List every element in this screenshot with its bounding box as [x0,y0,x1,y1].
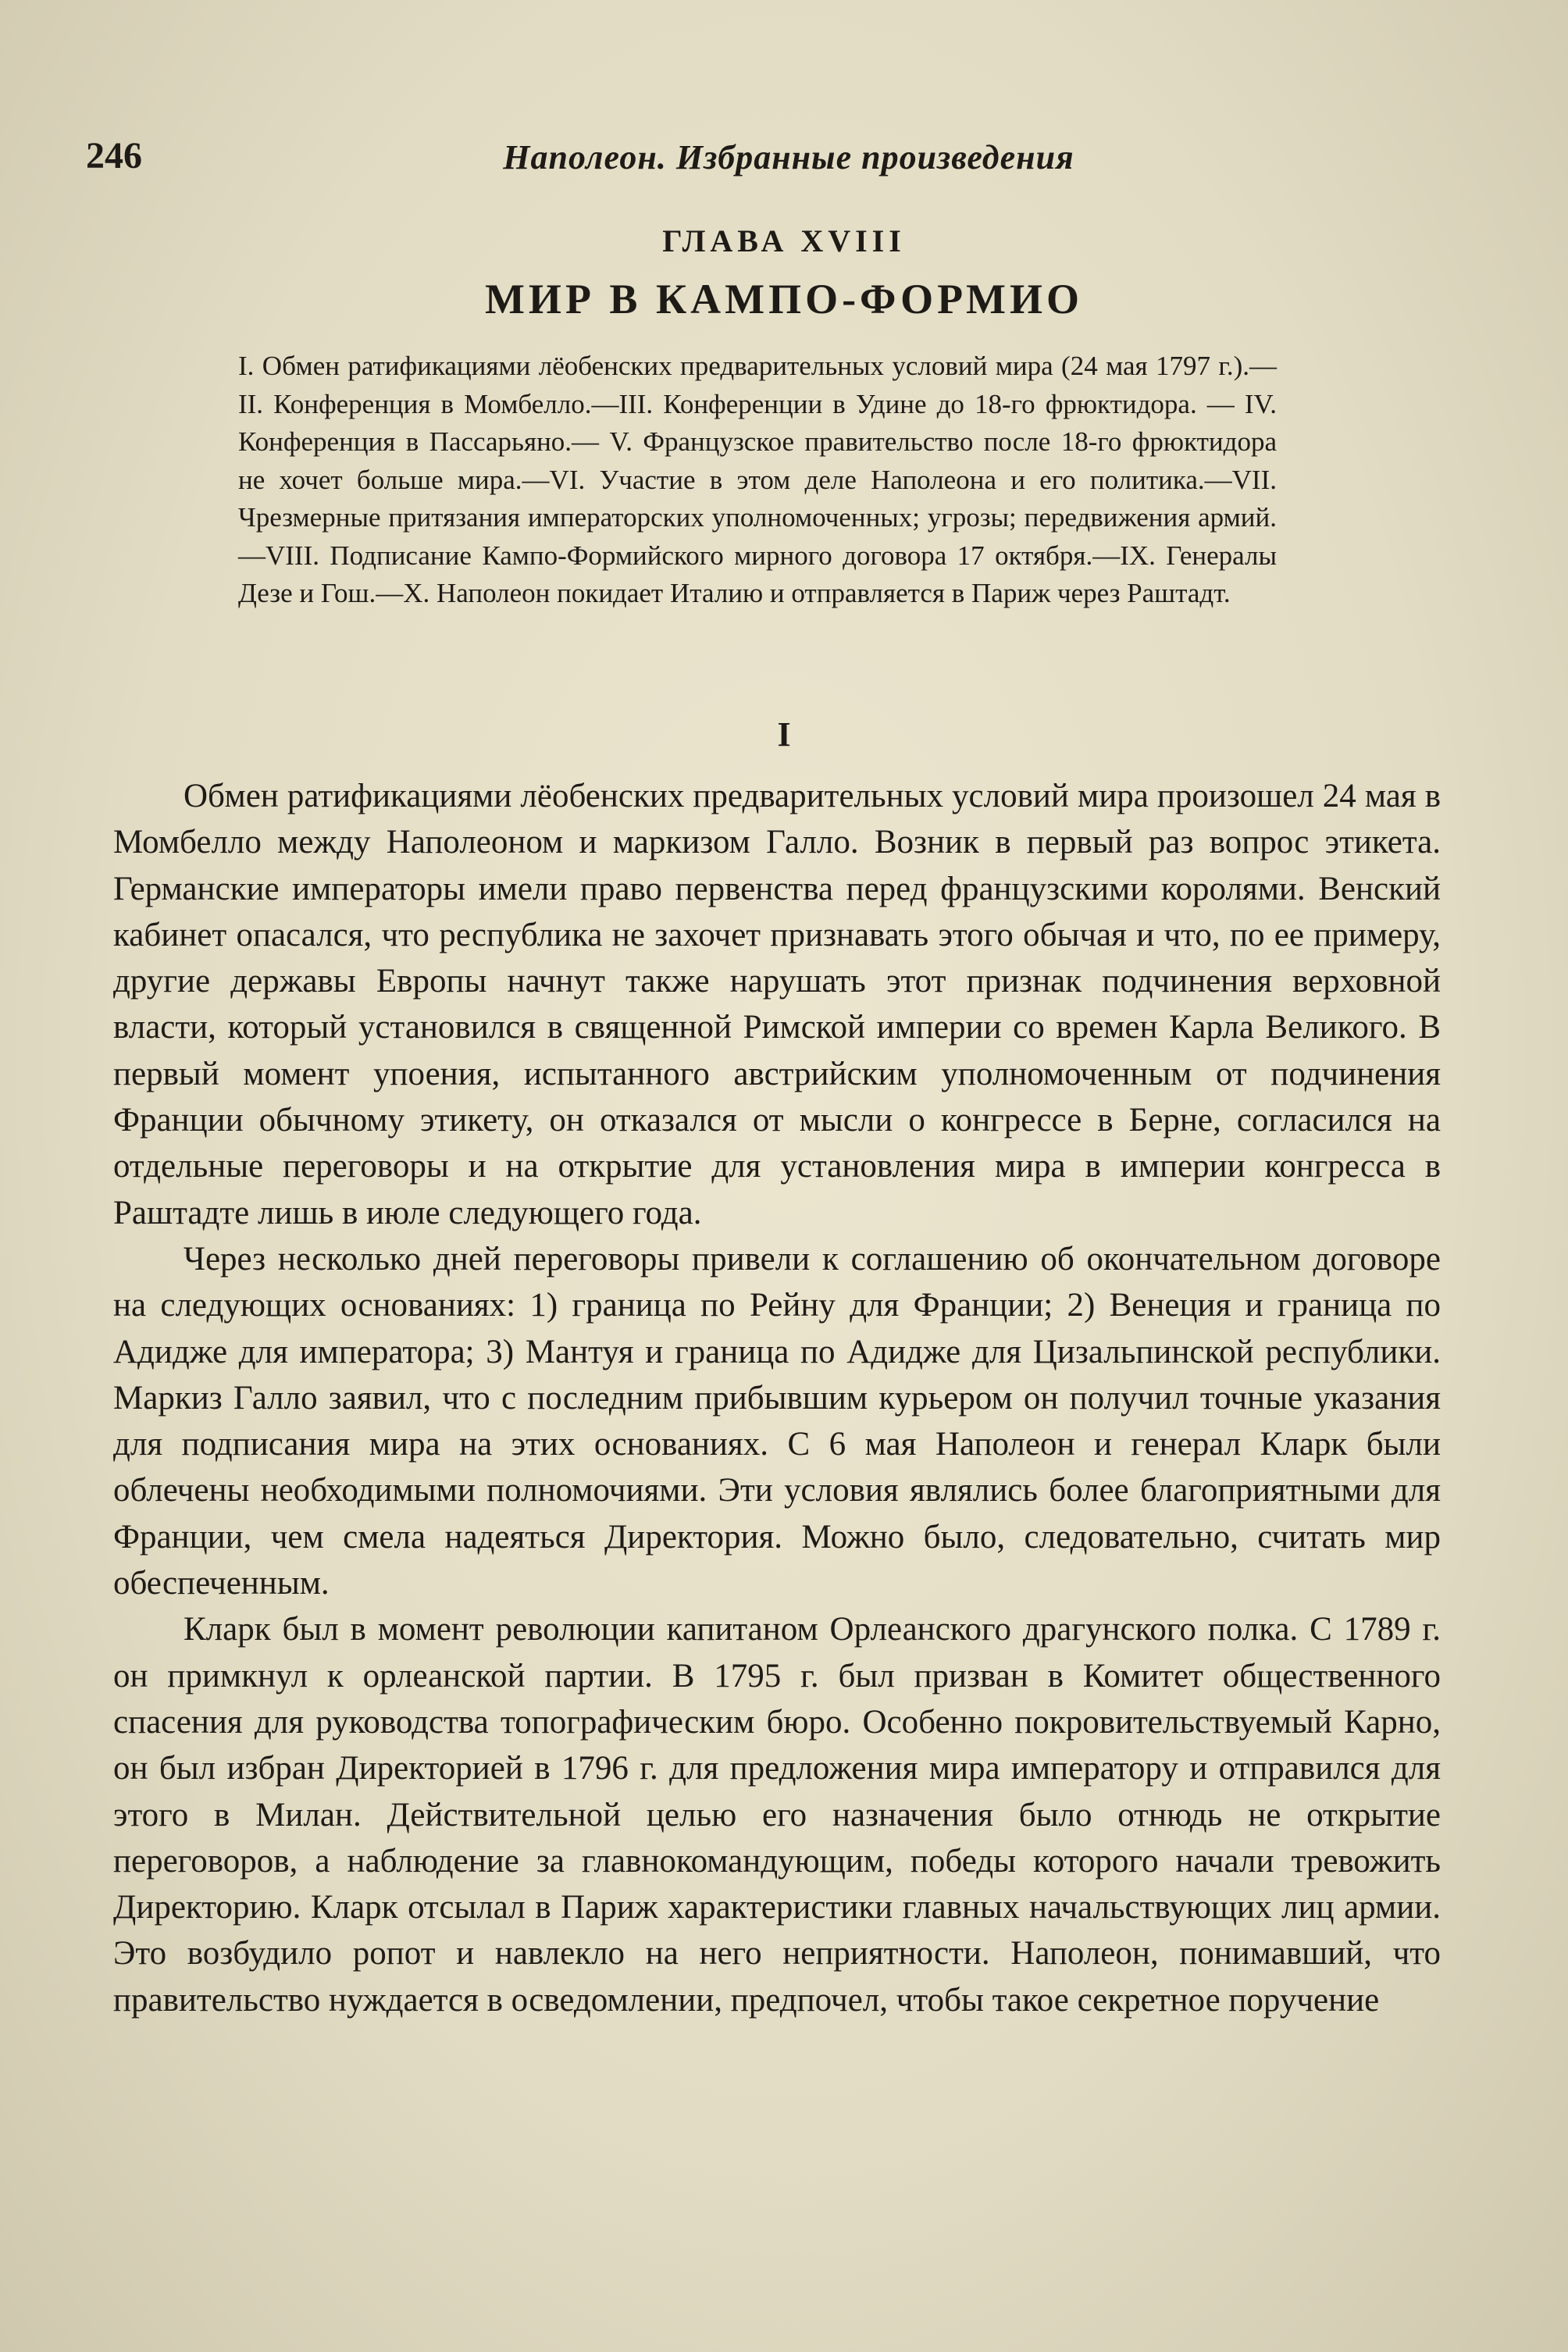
paragraph: Кларк был в момент революции капитаном Орлеанского драгунского полка. С 1789 г. он примкнул к орлеанской партии. В 1795 г. был призван в Комитет общественного спасения для руководства топографическим бюро. Особенно покровительствуемый Карно, он был избран Директорией в 1796 г. для предложения мира императору и отправился для этого в Милан. Действительной целью его назначения было отнюдь не открытие переговоров, а наблюдение за главнокомандующим, победы которого начали тревожить Директорию. Кларк отсылал в Париж характеристики главных начальствующих лиц армии. Это возбудило ропот и навлекло на него неприятности. Наполеон, понимавший, что правительство нуждается в осведомлении, предпочел, чтобы такое секретное поручение [113,1611,1441,2019]
paragraph: Через несколько дней переговоры привели к соглашению об окончательном договоре на следующих основаниях: 1) граница по Рейну для Франции; 2) Венеция и граница по Адидже для императора; 3) Мантуя и граница по Адидже для Цизальпинской республики. Маркиз Галло заявил, что с последним прибывшим курьером он получил точные указания для подписания мира на этих основаниях. С 6 мая Наполеон и генерал Кларк были облечены необходимыми полномочиями. Эти условия являлись более благоприятными для Франции, чем смела надеяться Директория. Можно было, следовательно, считать мир обеспеченным. [113,1240,1441,1602]
running-head: Наполеон. Избранные произведения [503,138,1074,176]
chapter-title: МИР В КАМПО-ФОРМИО [484,276,1084,323]
paragraph: Обмен ратификациями лёобенских предварительных условий мира произошел 24 мая в Момбелло между Наполеоном и маркизом Галло. Возник в первый раз вопрос этикета. Германские императоры имели право первенства перед французскими королями. Венский кабинет опасался, что республика не захочет признавать этого обычая и что, по ее примеру, другие державы Европы начнут также нарушать этот признак подчинения верховной власти, который установился в священной Римской империи со времен Карла Великого. В первый момент упоения, испытанного австрийским уполномоченным от подчинения Франции обычному этикету, он отказался от мысли о конгрессе в Берне, согласился на отдельные переговоры и на открытие для установления мира в империи конгресса в Раштадте лишь в июле следующего года. [113,778,1441,1231]
page-header [86,134,1491,189]
chapter-summary: I. Обмен ратификациями лёобенских предварительных условий мира (24 мая 1797 г.).—II. Конференция в Момбелло.—III. Конференции в Удине до 18-го фрюктидора. — IV. Конференция в Пассарьяно.— V. Французское правительство после 18-го фрюктидора не хочет больше мира.—VI. Участие в этом деле Наполеона и его политика.—VII. Чрезмерные притязания императорских уполномоченных; угрозы; передвижения армий.—VIII. Подписание Кампо-Формийского мирного договора 17 октября.—IX. Генералы Дезе и Гош.—X. Наполеон покидает Италию и отправляется в Париж через Раштадт. [238,351,1277,608]
body-text [113,773,1441,2023]
section-numeral: I [777,715,791,754]
chapter-label: ГЛАВА XVIII [662,223,906,258]
page-number: 246 [86,135,142,176]
